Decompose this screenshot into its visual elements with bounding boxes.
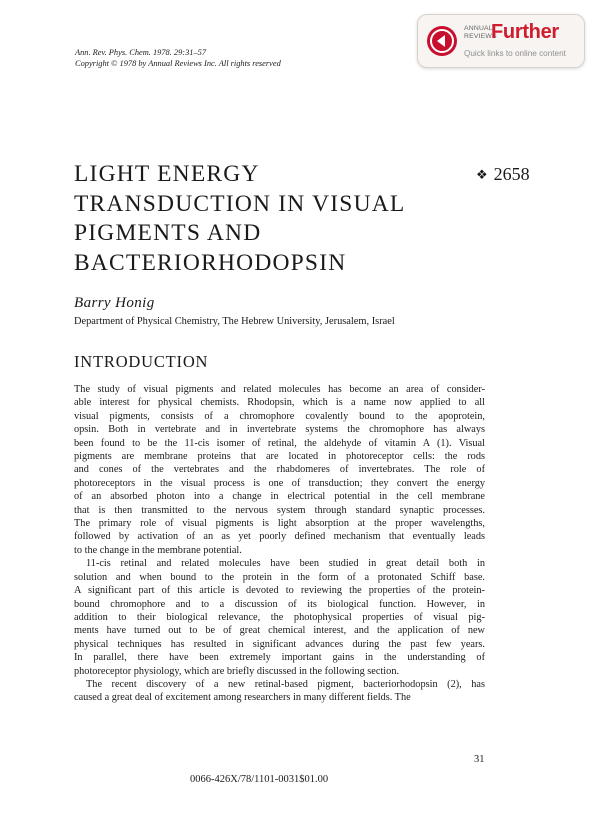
body-line: ments have turned out to be of great chemical interest, and the application of new — [74, 625, 485, 637]
body-line: solution and when bound to the protein in the form of a protonated Schiff base. — [74, 571, 485, 583]
body-line: opsin. Both in vertebrate and in invertebrate systems the chromophore has always — [74, 424, 485, 436]
article-number-value: 2658 — [493, 164, 530, 184]
page-number: 31 — [474, 754, 485, 765]
title-line: TRANSDUCTION IN VISUAL — [74, 190, 406, 217]
body-line: addition to their biological relevance, the photophysical properties of visual pig- — [74, 611, 485, 623]
title-line: LIGHT ENERGY — [74, 161, 260, 187]
body-line: photoreceptor physiology, which are briefly discussed in the following section. — [74, 665, 400, 677]
price-code: 0066-426X/78/1101-0031$01.00 — [190, 774, 329, 785]
author-name: Barry Honig — [74, 295, 155, 311]
author-affiliation: Department of Physical Chemistry, The Hebrew University, Jerusalem, Israel — [74, 316, 395, 327]
body-line: photoreceptors in the visual process is one of transduction; they convert the energy — [74, 477, 485, 489]
body-line: pigments are membrane proteins that are located in photoreceptor cells: the rods — [74, 451, 485, 463]
body-line: The primary role of visual pigments is light absorption at the proper wavelengths, — [74, 518, 485, 530]
body-line: been found to be the 11-cis isomer of retinal, the aldehyde of vitamin A (1). Visual — [74, 437, 485, 449]
journal-citation: Ann. Rev. Phys. Chem. 1978. 29:31–57 — [75, 48, 207, 57]
copyright-notice: Copyright © 1978 by Annual Reviews Inc. All rights reserved — [75, 59, 281, 68]
body-line: A significant part of this article is devoted to reviewing the properties of the protein- — [74, 585, 485, 597]
annual-reviews-logo-icon — [427, 26, 457, 56]
further-banner-link[interactable] — [417, 14, 585, 68]
body-line: of an absorbed photon into a change in electrical potential in the cell membrane — [74, 491, 485, 503]
body-line: The study of visual pigments and related molecules has become an area of consider- — [74, 384, 485, 395]
further-wordmark: Further — [491, 21, 559, 43]
section-heading-introduction: INTRODUCTION — [74, 352, 209, 371]
body-line: to the change in the membrane potential. — [74, 544, 242, 556]
body-line: that is then transmitted to the nervous system through standard synaptic processes. — [74, 504, 485, 516]
body-line: In parallel, there have been extremely important gains in the understanding of — [74, 652, 485, 664]
body-line: bound chromophore and to a discussion of its biological function. However, in — [74, 598, 485, 610]
ornament-icon: ❖ — [476, 167, 488, 182]
body-line: physical techniques has resulted in significant advances during the past few years. — [74, 638, 485, 650]
introduction-body — [74, 383, 485, 705]
title-line: BACTERIORHODOPSIN — [74, 249, 347, 276]
title-line: PIGMENTS AND — [74, 220, 262, 246]
body-line: caused a great deal of excitement among researchers in many different fields. The — [74, 692, 411, 704]
body-line: followed by activation of an as yet poorly defined mechanism that eventually leads — [74, 531, 485, 543]
body-line: and cones of the vertebrates and the rhabdomeres of invertebrates. The role of — [74, 464, 485, 476]
article-title — [74, 160, 464, 278]
further-tagline: Quick links to online content — [464, 49, 566, 58]
article-number — [476, 164, 530, 185]
annual-reviews-wordmark: ANNUAL REVIEWS — [464, 25, 497, 40]
body-line: 11-cis retinal and related molecules have been studied in great detail both in — [86, 558, 485, 570]
body-line: The recent discovery of a new retinal-based pigment, bacteriorhodopsin (2), has — [86, 678, 485, 690]
journal-reference — [75, 47, 281, 69]
paragraph-container — [74, 383, 485, 705]
body-line: able interest for physical chemists. Rhodopsin, which is a name now applied to all — [74, 397, 485, 409]
body-line: visual pigments, consists of a chromophore covalently bound to the apoprotein, — [74, 410, 485, 422]
